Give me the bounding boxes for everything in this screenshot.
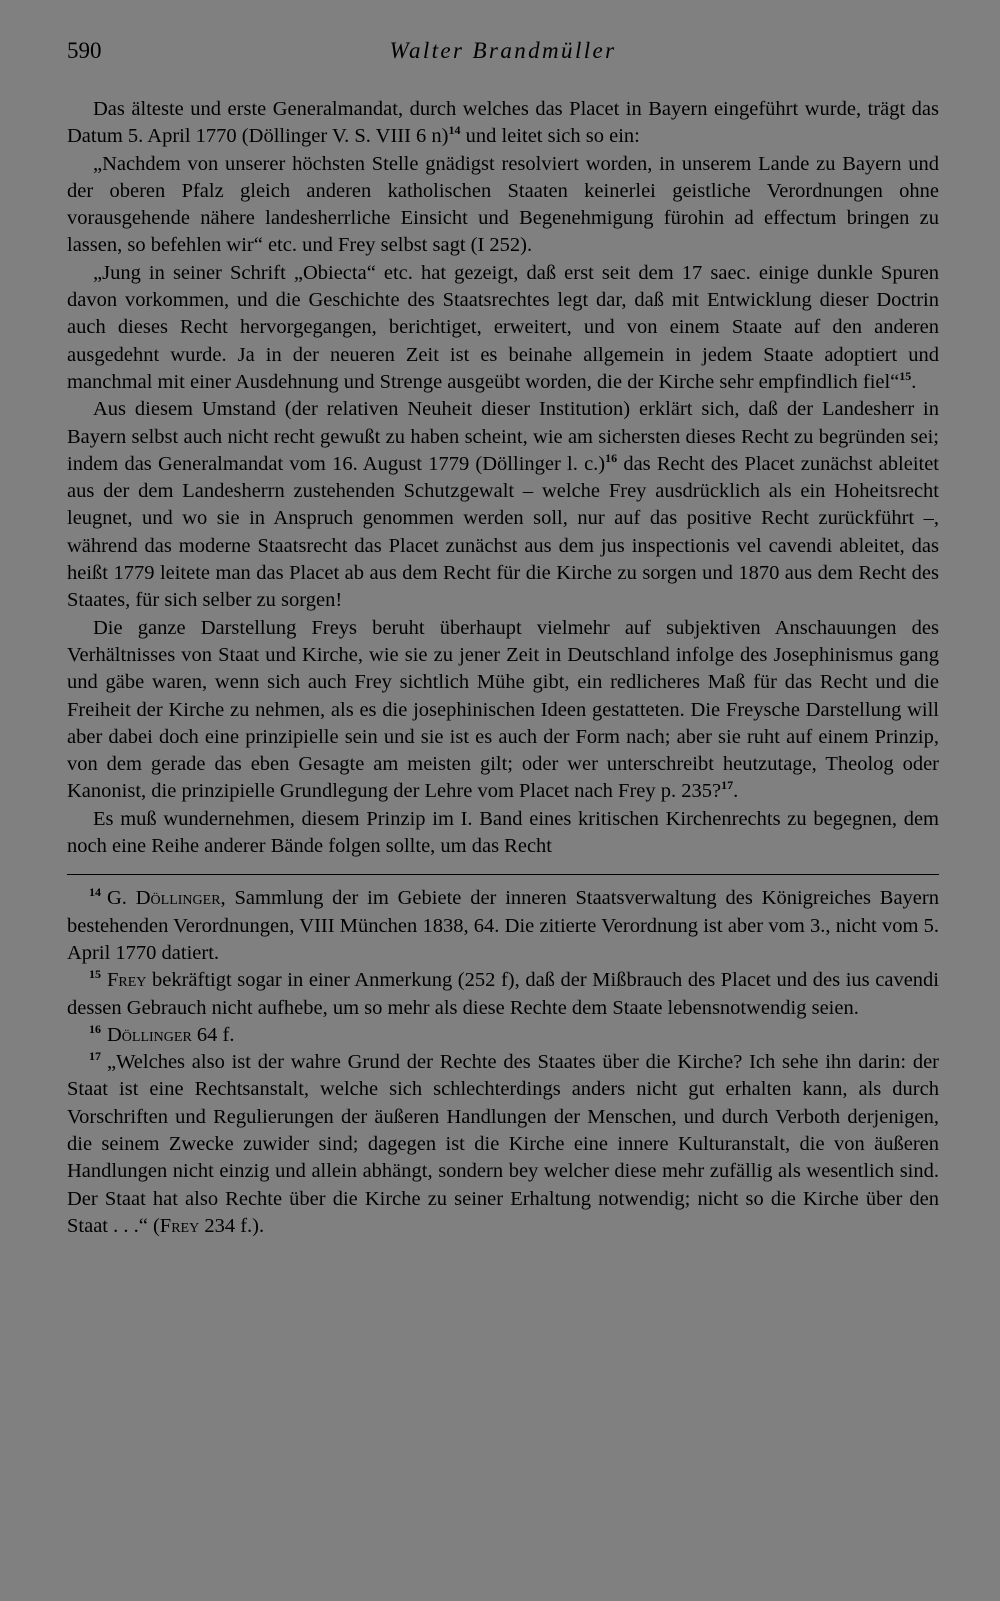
- footnote-ref[interactable]: 14: [448, 123, 461, 138]
- paragraph: Es muß wundernehmen, diesem Prinzip im I. Band eines kritischen Kirchenrechts zu begegnen, dem noch eine Reihe anderer Bände folgen sollte, um das Recht: [67, 807, 939, 858]
- page-header: [67, 38, 939, 78]
- footnote: $^{14}$ G. Döllinger, Sammlung der im Gebiete der inneren Staatsverwaltung des Königreiches Bayern bestehenden Verordnungen, VIII München 1838, 64. Die zitierte Verordnung ist aber vom 3., nicht vom 5. April 1770 datiert.: [67, 885, 939, 964]
- footnotes: [67, 885, 939, 1240]
- footnote-ref[interactable]: 17: [721, 778, 734, 793]
- main-text: [67, 96, 939, 860]
- paragraph: Aus diesem Umstand (der relativen Neuheit dieser Institution) erklärt sich, daß der Landesherr in Bayern selbst auch nicht recht gewußt zu haben scheint, wie am sichersten dieses Recht zu begründen sei; indem das Generalmandat vom 16. August 1779 (Döllinger l. c.)$^{16}$ das Recht des Placet zunächst ableitet aus der dem Landesherrn zustehenden Schutzgewalt – welche Frey ausdrücklich als ein Hoheitsrecht leugnet, und wo sie in Anspruch genommen werden soll, nur auf das positive Recht zurückführt –, während das moderne Staatsrecht das Placet zunächst aus dem jus inspectionis vel cavendi ableitet, das heißt 1779 leitete man das Placet ab aus dem Recht für die Kirche zu sorgen und 1870 aus dem Recht des Staates, für sich selber zu sorgen!: [67, 398, 940, 612]
- footnote-ref[interactable]: 16: [605, 451, 618, 466]
- paragraph: Die ganze Darstellung Freys beruht überhaupt vielmehr auf subjektiven Anschauungen des Verhältnisses von Staat und Kirche, wie sie zu jener Zeit in Deutschland infolge des Josephinismus gang und gäbe waren, wenn sich auch Frey sichtlich Mühe gibt, ein redlicheres Maß für das Recht und die Freiheit der Kirche zu nehmen, als es die josephinischen Ideen gestatteten. Die Freysche Darstellung will aber dabei doch eine prinzipielle sein und sie ist es auch der Form nach; aber sie ruht auf einem Prinzip, von dem gerade das eben Gesagte am meisten gilt; oder wer unterschreibt heutzutage, Theolog oder Kanonist, die prinzipielle Grundlegung der Lehre vom Placet nach Frey p. 235?$^{17}$.: [67, 616, 939, 803]
- quote-paragraph: „Nachdem von unserer höchsten Stelle gnädigst resolviert worden, in unserem Lande zu Bayern und der oberen Pfalz gleich anderen katholischen Staaten keinerlei geistliche Verordnungen ohne vorausgehende nähere landesherrliche Einsicht und Begenehmigung fürohin ad effectum bringen zu lassen, so befehlen wir“ etc. und Frey selbst sagt (I 252).: [67, 152, 939, 257]
- running-title: Walter Brandmüller: [389, 38, 617, 63]
- footnote: $^{16}$ Döllinger 64 f.: [89, 1021, 235, 1046]
- page-number: 590: [67, 38, 102, 63]
- footnote: $^{17}$ „Welches also ist der wahre Grund der Rechte des Staates über die Kirche? Ich sehe ihn darin: der Staat ist eine Rechtsanstalt, welche sich schlechterdings anders nicht gut erhalten kann, als durch Vorschriften und Regulierungen der äußeren Handlungen der Menschen, und durch Verboth derjenigen, die seinem Zwecke zuwider sind; dagegen ist die Kirche eine innere Kulturanstalt, die von äußeren Handlungen nicht einzig und allein abhängt, sondern bey welcher diese mehr zufällig als wesentlich sind. Der Staat hat also Rechte über die Kirche zu seiner Erhaltung notwendig; nicht so die Kirche über den Staat . . .“ (Frey 234 f.).: [67, 1049, 939, 1237]
- footnote-ref[interactable]: 15: [899, 369, 912, 384]
- book-page: [67, 38, 939, 1240]
- quote-paragraph: „Jung in seiner Schrift „Obiecta“ etc. hat gezeigt, daß erst seit dem 17 saec. einige dunkle Spuren davon vorkommen, und die Geschichte des Staatsrechtes legt dar, daß mit Entwicklung dieser Doctrin auch dieses Recht hervorgegangen, berichtiget, erweitert, und von einem Staate auf den anderen ausgedehnt wurde. Ja in der neueren Zeit ist es beinahe allgemein in jedem Staate adoptiert und manchmal mit einer Ausdehnung und Strenge ausgeübt worden, die der Kirche sehr empfindlich fiel“$^{15}$.: [67, 261, 939, 393]
- footnote: $^{15}$ Frey bekräftigt sogar in einer Anmerkung (252 f), daß der Mißbrauch des Placet und des ius cavendi dessen Gebrauch nicht aufhebe, um so mehr als diese Rechte dem Staate lebensnotwendig seien.: [67, 967, 939, 1019]
- paragraph: Das älteste und erste Generalmandat, durch welches das Placet in Bayern eingeführt wurde, trägt das Datum 5. April 1770 (Döllinger V. S. VIII 6 n)$^{14}$ und leitet sich so ein:: [67, 98, 939, 148]
- footnote-divider: [67, 874, 939, 875]
